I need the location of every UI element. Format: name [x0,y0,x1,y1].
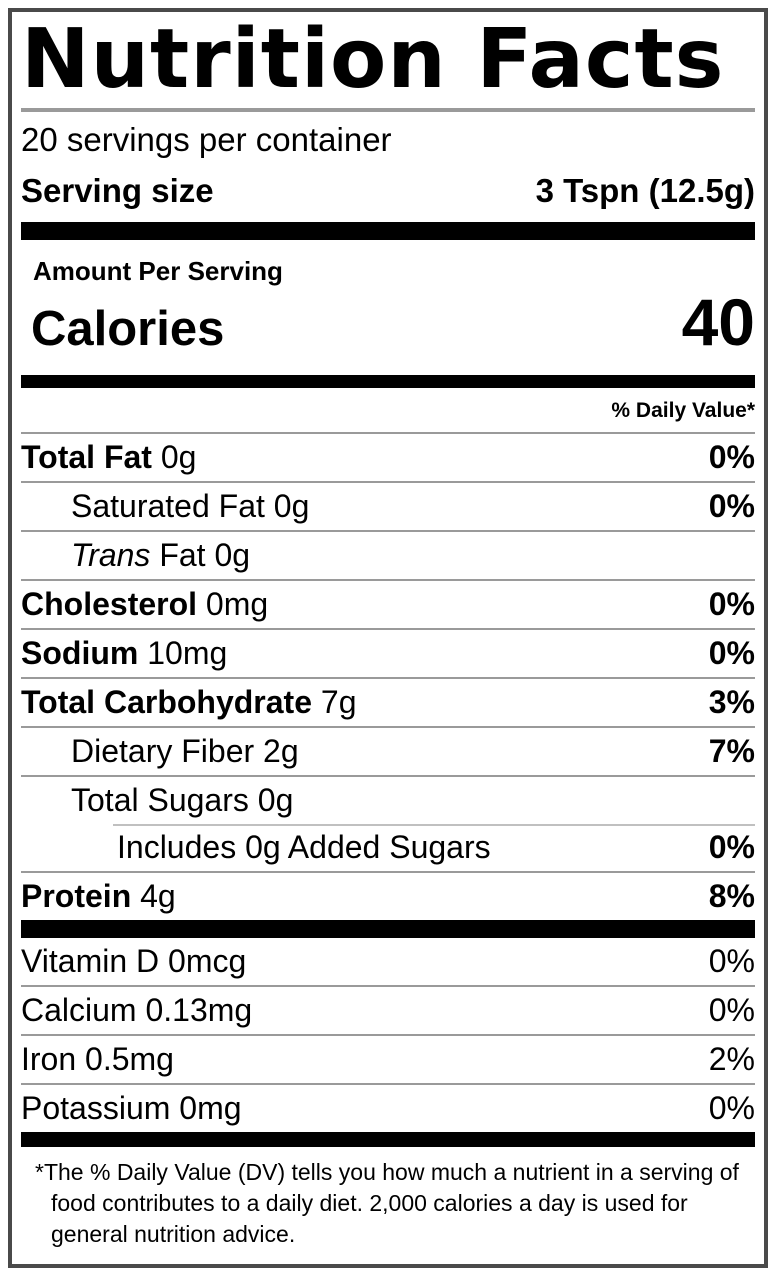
daily-value-percent: 3% [708,684,755,721]
daily-value-percent: 0% [708,488,755,525]
daily-value-percent: 0% [708,635,755,672]
amount-per-serving-label: Amount Per Serving [33,256,283,287]
nutrient-row [21,579,755,628]
nutrient-row [21,985,755,1034]
nutrient-name: Dietary Fiber 2g [71,733,299,770]
calories-row [21,285,755,362]
nutrient-rows [21,434,755,920]
label-title: Nutrition Facts [21,12,725,101]
nutrient-row [21,677,755,726]
nutrient-name: Calcium 0.13mg [21,992,253,1029]
nutrient-name: Sodium 10mg [21,635,228,672]
serving-size-label: Serving size [21,172,214,210]
calories-value: 40 [681,285,755,360]
nutrient-row [21,824,755,871]
daily-value-percent: 0% [708,439,755,476]
thick-separator-bar [21,920,755,938]
nutrient-row [21,938,755,985]
nutrient-name: Protein 4g [21,878,176,915]
daily-value-percent: 7% [708,733,755,770]
serving-size-value: 3 Tspn (12.5g) [535,172,755,210]
nutrient-name: Vitamin D 0mcg [21,943,247,980]
nutrition-facts-label [8,8,768,1268]
daily-value-percent: 0% [708,1090,755,1127]
thick-separator-bar [21,222,755,240]
vitamin-rows [21,938,755,1132]
nutrient-row [21,726,755,775]
nutrient-name: Includes 0g Added Sugars [117,829,491,866]
daily-value-percent: 0% [708,943,755,980]
daily-value-header: % Daily Value* [21,388,755,434]
nutrient-name: Saturated Fat 0g [71,488,310,525]
nutrient-name: Cholesterol 0mg [21,586,269,623]
footnote: *The % Daily Value (DV) tells you how much a nutrient in a serving of food contributes to a daily diet. 2,000 calories a day is used for general nutrition advice. [35,1159,739,1248]
daily-value-percent: 0% [708,586,755,623]
nutrient-row [21,775,755,824]
nutrient-name: Potassium 0mg [21,1090,242,1127]
daily-value-percent: 2% [708,1041,755,1078]
medium-separator-bar [21,1132,755,1147]
medium-separator-bar [21,375,755,388]
nutrient-row [21,871,755,920]
nutrient-row [21,530,755,579]
nutrient-name: Trans Fat 0g [71,537,251,574]
calories-label: Calories [31,302,225,357]
daily-value-percent: 8% [708,878,755,915]
servings-per-container: 20 servings per container [21,121,392,159]
nutrient-row [21,628,755,677]
daily-value-percent: 0% [708,829,755,866]
nutrient-row [21,434,755,481]
nutrient-name: Total Carbohydrate 7g [21,684,357,721]
nutrient-name: Iron 0.5mg [21,1041,174,1078]
title-divider [21,108,755,112]
nutrient-row [21,1083,755,1132]
nutrient-name: Total Fat 0g [21,439,197,476]
nutrient-name: Total Sugars 0g [71,782,294,819]
nutrient-row [21,1034,755,1083]
daily-value-percent: 0% [708,992,755,1029]
serving-size-row [21,170,755,212]
nutrient-row [21,481,755,530]
